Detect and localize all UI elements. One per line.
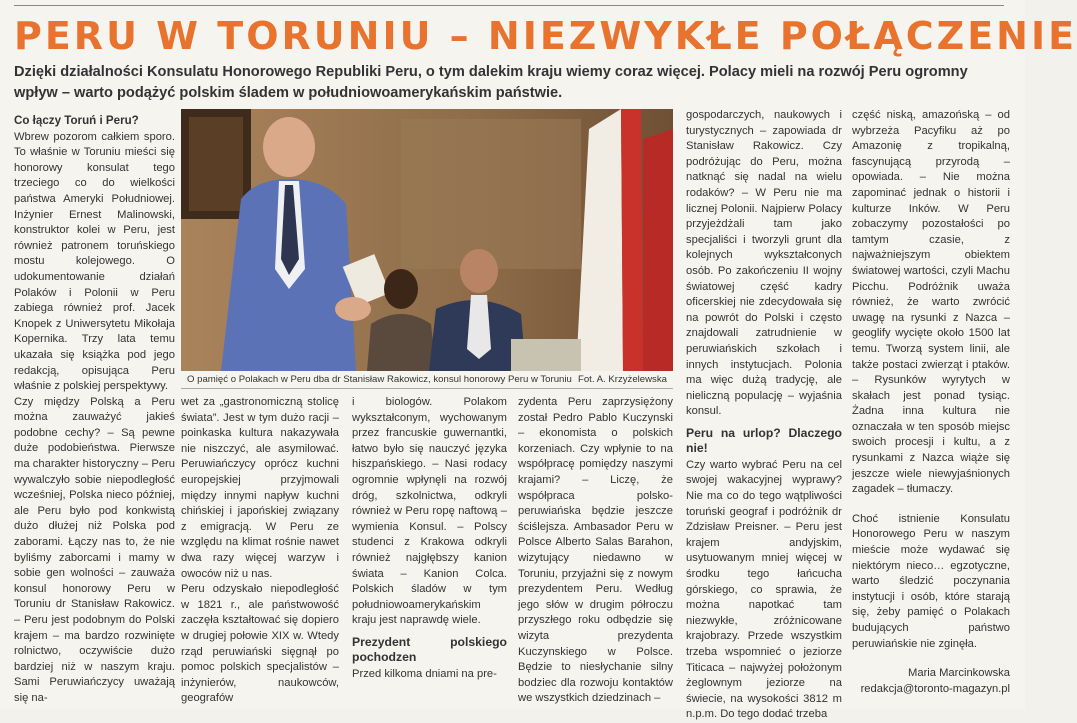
photo-credit: Fot. A. Krzyżelewska bbox=[577, 374, 667, 385]
col2-paragraph-2: Peru odzyskało niepodległość w 1821 r., ale państwowość zaczęła kształtować się dopiero w drugiej połowie XIX w. Wtedy rząd peruwiański sięgnął po pomoc polskich specjalistów – inżynierów, naukowców, geografów bbox=[181, 583, 339, 705]
col2-paragraph-1: wet za „gastronomiczną stolicę świata”. Jest w tym dużo racji – poinkaska kultura nakazywała nie niszczyć, ale asymilować. Peruwiańczycy oprócz kuchni europejskiej przyjmowali między innymi napływ kuchni chińskiej i japońskiej związany z emigracją. W Peru ze względu na klimat rośnie nawet dwa razy więcej warzyw i owoców niż u nas. bbox=[181, 396, 339, 580]
subhead-president: Prezydent polskiego pochodzen bbox=[352, 634, 507, 664]
subhead-torun-peru: Co łączy Toruń i Peru? bbox=[14, 114, 139, 127]
photo-caption-bar bbox=[181, 372, 673, 389]
lead-paragraph: Dzięki działalności Konsulatu Honorowego Republiki Peru, o tym dalekim kraju wiemy coraz więcej. Polacy mieli na rozwój Peru ogromny wpływ – warto podążyć polskim śladem w południowoamerykańskim państwie. bbox=[14, 64, 968, 101]
headline: PERU W TORUNIU – NIEZWYKŁE POŁĄCZENIE bbox=[14, 14, 1077, 58]
photo-caption: O pamięć o Polakach w Peru dba dr Stanisław Rakowicz, konsul honorowy Peru w Toruniu bbox=[187, 374, 572, 385]
col1-paragraph-1: Wbrew pozorom całkiem sporo. To właśnie w Toruniu mieści się honorowy konsulat tego trzeciego co do wielkości państwa Ameryki Południowej. Inżynier Ernest Malinowski, konstruktor kolei w Peru, jest również patronem toruńskiego mostu kolejowego. O udokumentowanie działań Polaków i Polonii w Peru zabiega również prof. Jacek Knopek z Uniwersytetu Mikołaja Kopernika. Trzy lata temu ukazała się książka pod jego redakcją, opisująca Peru właśnie z polskiej perspektywy. bbox=[14, 130, 175, 393]
col1-paragraph-2: Czy między Polską a Peru można zauważyć jakieś podobne cechy? – Są pewne duże podobieństwa. Pierwsze ma charakter historyczny – Peru wywalczyło sobie niepodległość wcześniej, Polska nieco później, ale Peru było pod konkwistą dużo dłużej niż Polska pod zaborami. Łączy nas to, że nie byliśmy zaborcami i mamy w sobie gen wolności – zauważa konsul honorowy Peru w Toruniu dr Stanisław Rakowicz. – Peru jest podobnym do Polski krajem – ma bardzo rozwinięte rolnictwo, oczywiście dużo bardziej niż w naszym kraju. Sami Peruwiańczycy uważają się na- bbox=[14, 395, 175, 704]
col3-paragraph-1: i biologów. Polakom wykształconym, wychowanym przez francuskie guwernantki, łatwo było się nauczyć języka hiszpańskiego. – Nasi rodacy ogromnie wpłynęli na rozwój dróg, szkolnictwa, odkryli również w Peru ropę naftową – wymienia Konsul. – Polscy studenci z Krakowa odkryli również najgłębszy kanion świata – Kanion Colca. Polskich śladów w tym południowoamerykańskim kraju jest naprawdę wiele. bbox=[352, 396, 507, 627]
column-2 bbox=[181, 395, 339, 706]
col5-paragraph-1: gospodarczych, naukowych i turystycznych – zapowiada dr Stanisław Rakowicz. Czy podróżując do Peru, można natknąć się nadal na wielu rodaków? – W Peru nie ma licznej Polonii. Najpierw Polacy przyjeżdżali tam jako specjaliści i tworzyli grunt dla kolejnych wykształconych osób. Po zakończeniu II wojny światowej część kadry oficerskiej nie zdecydowała się na powrót do Polski i często znajdowali zatrudnienie w peruwiańskich szkołach i innych instytucjach. Polonia ma więc dużą tradycję, ale nieliczną populację – wyjaśnia konsul. bbox=[686, 109, 842, 418]
column-3 bbox=[352, 395, 507, 706]
col4-paragraph-1: zydenta Peru zaprzysiężony został Pedro Pablo Kuczynski – ekonomista o polskich korzeniach. Czy wpłynie to na współpracę pomiędzy naszymi krajami? – Liczę, że współpraca polsko-peruwiańska będzie jeszcze ściślejsza. Ambasador Peru w Polsce Alberto Salas Barahon, wizytujący niedawno w Toruniu, przyjaźni się z nowym prezydentem Peru. Według jego słów w drugim półroczu przyszłego roku odbędzie się wizyta prezydenta Kuczynskiego w Polsce. Będzie to niesłychanie silny bodziec dla rozwoju kontaktów we wszystkich dziedzinach – bbox=[518, 396, 673, 705]
column-6 bbox=[852, 108, 1010, 706]
col5-paragraph-2: Czy warto wybrać Peru na cel swojej wakacyjnej wyprawy? Nie ma co do tego wątpliwości toruński geograf i podróżnik dr Zdzisław Preisner. – Peru jest krajem andyjskim, usytuowanym mniej więcej w środku tego łańcucha górskiego, co sprawia, że można napotkać tam niezwykłe, zróżnicowane krajobrazy. Przede wszystkim trzeba wspomnieć o jeziorze Titicaca – najwyżej położonym żeglownym jeziorze na świecie, na wysokości 3812 m n.p.m. Do tego dodać trzeba bbox=[686, 458, 842, 721]
column-5 bbox=[686, 108, 842, 721]
column-1 bbox=[14, 113, 175, 706]
consul-speech-photo bbox=[181, 109, 673, 371]
article-photo bbox=[181, 109, 673, 371]
column-4 bbox=[518, 395, 673, 706]
author-email: redakcja@toronto-magazyn.pl bbox=[860, 682, 1010, 695]
col6-paragraph-1: część niską, amazońską – od wybrzeża Pacyfiku aż po Amazonię z tropikalną, fascynującą przyrodą – opowiada. – Nie można zapominać jednak o historii i kulturze Inków. W Peru zobaczymy pozostałości po tamtym czasie, z najważniejszym obiektem światowej wartości, czyli Machu Picchu. Podróżnik uważa również, że warto zwrócić uwagę na rysunki z Nazca – geoglify wycięte około 1500 lat temu. Tworzą system linii, ale także postaci zwierząt i ptaków. – Rysunków wyrytych w skałach jest ponad tysiąc. Żadna inna kultura nie oznaczała w ten sposób miejsc swoich procesji i kultu, a z rysunkami z Nazca wiąże się jeszcze wiele niewyjaśnionych zagadek – tłumaczy. bbox=[852, 109, 1010, 496]
col6-paragraph-2: Choć istnienie Konsulatu Honorowego Peru w naszym mieście może wydawać się niektórym nieco… egzotyczne, warto śledzić poczynania instytucji i osób, które starają się, żeby pamięć o Polakach budujących państwo peruwiańskie nie zginęła. bbox=[852, 512, 1010, 650]
subhead-vacation: Peru na urlop? Dlaczego nie! bbox=[686, 425, 842, 455]
author-name: Maria Marcinkowska bbox=[908, 667, 1010, 680]
top-rule bbox=[14, 5, 1004, 6]
col3-paragraph-2: Przed kilkoma dniami na pre- bbox=[352, 667, 497, 680]
